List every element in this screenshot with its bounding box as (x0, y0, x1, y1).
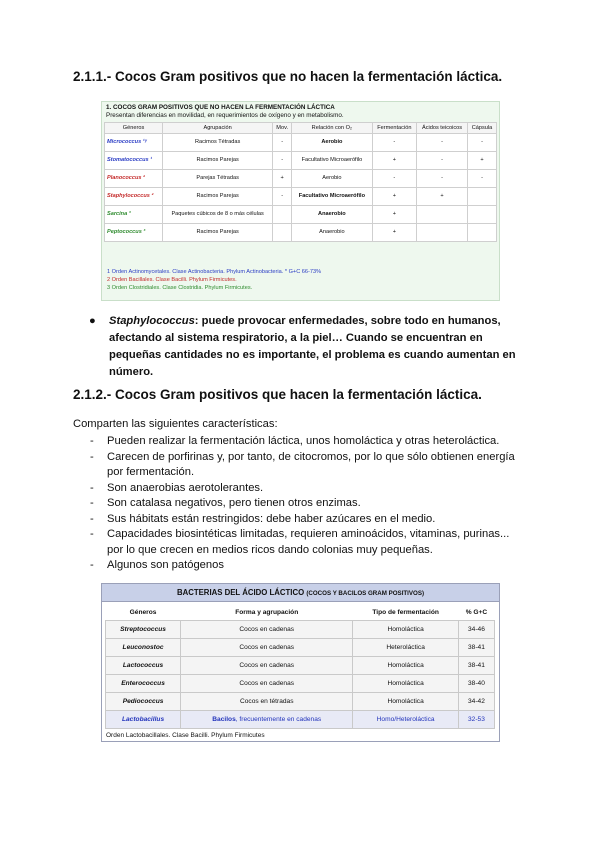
dash-icon: - (90, 481, 94, 494)
column-header: Forma y agrupación (235, 608, 299, 616)
genus-cell: Leuconostoc (106, 639, 181, 657)
teichoic-cell: - (417, 134, 468, 152)
table-row (106, 657, 495, 675)
list-item (90, 558, 520, 574)
table-row (105, 170, 497, 188)
section-heading-lactic: 2.1.2.- Cocos Gram positivos que hacen la fermentación láctica. (73, 387, 482, 402)
table-header-block (102, 102, 499, 120)
fermentation-type-cell: Homoláctica (353, 657, 459, 675)
footnote-line: 1 Orden Actinomycetales. Clase Actinobacteria. Phylum Actinobacteria. * G+C 66-73% (107, 269, 322, 275)
gc-cell: 34-46 (458, 621, 494, 639)
section-heading-no-lactic: 2.1.1.- Cocos Gram positivos que no hacen la fermentación láctica. (73, 69, 503, 84)
list-item (90, 496, 520, 512)
table2-title-main: BACTERIAS DEL ÁCIDO LÁCTICO (176, 588, 305, 597)
teichoic-cell: + (417, 188, 468, 206)
table-grid (104, 122, 497, 242)
list-item-text: Carecen de porfirinas y, por tanto, de citocromos, por lo que sólo obtienen energía por fermentación. (107, 450, 515, 478)
capsule-cell: - (468, 134, 497, 152)
list-item-text: Son catalasa negativos, pero tienen otros enzimas. (107, 497, 361, 509)
gc-cell: 32-53 (458, 711, 494, 729)
list-item (90, 527, 520, 558)
genus-cell: Staphylococcus ² (105, 188, 163, 206)
fermentation-type-cell: Homoláctica (353, 693, 459, 711)
fermentation-cell: + (372, 224, 416, 242)
dash-icon: - (90, 450, 94, 463)
table-row (106, 675, 495, 693)
mobility-cell: - (273, 134, 292, 152)
gc-cell: 38-41 (458, 657, 494, 675)
table-row (106, 711, 495, 729)
fermentation-cell: + (372, 188, 416, 206)
table-row (105, 152, 497, 170)
bullet-staphylococcus (89, 313, 522, 381)
oxygen-cell: Aerobio (292, 134, 373, 152)
table-row (105, 188, 497, 206)
grouping-cell: Racimos Parejas (163, 188, 273, 206)
list-item (90, 434, 520, 450)
shape-bold: Bacilos (212, 716, 236, 723)
column-header: Mov. (273, 123, 292, 134)
mobility-cell (273, 224, 292, 242)
shape-text: Cocos en cadenas (239, 644, 295, 651)
column-header: Agrupación (163, 123, 273, 134)
oxygen-cell: Anaerobio (292, 206, 373, 224)
dash-icon: - (90, 497, 94, 509)
table-row (106, 621, 495, 639)
genus-cell: Planococcus ² (105, 170, 163, 188)
genus-cell: Peptococcus ³ (105, 224, 163, 242)
table-cocci-non-lactic (101, 101, 500, 301)
shape-text: Cocos en cadenas (239, 662, 295, 669)
fermentation-type-cell: Homo/Heteroláctica (353, 711, 459, 729)
grouping-cell: Racimos Parejas (163, 152, 273, 170)
bullet-dot-icon: ● (89, 315, 96, 327)
fermentation-type-cell: Homoláctica (353, 621, 459, 639)
table2-title-sub: (COCOS Y BACILOS GRAM POSITIVOS) (306, 590, 425, 597)
table-row (105, 134, 497, 152)
table2-grid (105, 604, 495, 729)
teichoic-cell: - (417, 152, 468, 170)
column-header: Géneros (105, 123, 163, 134)
list-item (90, 481, 520, 497)
teichoic-cell (417, 224, 468, 242)
column-header: Tipo de fermentación (372, 608, 439, 616)
capsule-cell (468, 188, 497, 206)
list-item-text: Pueden realizar la fermentación láctica, unos homoláctica y otras heteroláctica. (107, 435, 500, 447)
table2-footnote: Orden Lactobacillales. Clase Bacilli. Phylum Firmicutes (106, 732, 265, 739)
table-row (106, 639, 495, 657)
grouping-cell: Paquetes cúbicos de 8 o más células (163, 206, 273, 224)
shape-cell (181, 657, 353, 675)
dash-icon: - (90, 435, 94, 447)
list-item (90, 450, 520, 481)
table-footnotes (107, 268, 321, 292)
genus-cell: Pediococcus (106, 693, 181, 711)
fermentation-type-cell: Homoláctica (353, 675, 459, 693)
fermentation-cell: + (372, 152, 416, 170)
genus-cell: Micrococcus ¹ʸ (105, 134, 163, 152)
grouping-cell: Parejas Tétradas (163, 170, 273, 188)
table-title: 1. COCOS GRAM POSITIVOS QUE NO HACEN LA FERMENTACIÓN LÁCTICA (106, 104, 335, 111)
genus-cell: Streptococcus (106, 621, 181, 639)
column-header: % G+C (465, 608, 488, 616)
table-row (105, 224, 497, 242)
gc-cell: 34-42 (458, 693, 494, 711)
list-item-text: Algunos son patógenos (107, 559, 224, 571)
list-item-text: Sus hábitats están restringidos: debe haber azúcares en el medio. (107, 512, 436, 525)
mobility-cell: - (273, 152, 292, 170)
grouping-cell: Racimos Parejas (163, 224, 273, 242)
table-row (106, 693, 495, 711)
column-header: Relación con O₂ (292, 123, 373, 134)
list-item (90, 512, 520, 528)
oxygen-cell: Facultativo Microaerófilo (292, 152, 373, 170)
list-item-text: Son anaerobias aerotolerantes. (107, 481, 264, 494)
shape-text: , frecuentemente en cadenas (235, 716, 322, 723)
bullet-text: : puede provocar enfermedades, sobre todo en humanos, afectando al sistema respiratorio, a la piel… Cuando se encuentran en pequeñas cantidades no es importante, el problema es cuando aumentan en número. (109, 315, 516, 378)
table2-title (102, 584, 499, 602)
fermentation-cell: - (372, 134, 416, 152)
oxygen-cell: Aerobio (292, 170, 373, 188)
capsule-cell (468, 206, 497, 224)
shape-cell (181, 675, 353, 693)
capsule-cell (468, 224, 497, 242)
table-row (105, 206, 497, 224)
fermentation-cell: + (372, 206, 416, 224)
list-item-text: Capacidades biosintéticas limitadas, requieren aminoácidos, vitaminas, purinas... por lo que crecen en medios ricos dando colonias muy pequeñas. (107, 528, 510, 556)
feature-list (90, 434, 520, 574)
genus-cell: Sarcina ³ (105, 206, 163, 224)
capsule-cell: - (468, 170, 497, 188)
column-header: Cápsula (468, 123, 497, 134)
shape-cell (181, 621, 353, 639)
genus-cell: Lactobacillus (106, 711, 181, 729)
table-subtitle: Presentan diferencias en movilidad, en requerimientos de oxígeno y en metabolismo. (106, 112, 344, 119)
capsule-cell: + (468, 152, 497, 170)
mobility-cell (273, 206, 292, 224)
fermentation-type-cell: Heteroláctica (353, 639, 459, 657)
bullet-genus: Staphylococcus (109, 315, 195, 327)
genus-cell: Stomatococcus ¹ (105, 152, 163, 170)
shape-text: Cocos en cadenas (239, 680, 295, 687)
teichoic-cell (417, 206, 468, 224)
genus-cell: Lactococcus (106, 657, 181, 675)
dash-icon: - (90, 559, 94, 571)
column-header: Ácidos teicoicos (417, 123, 468, 134)
dash-icon: - (90, 512, 94, 525)
intro-text: Comparten las siguientes características: (73, 418, 278, 430)
shape-cell (181, 711, 353, 729)
oxygen-cell: Facultativo Microaerófilo (292, 188, 373, 206)
gc-cell: 38-40 (458, 675, 494, 693)
footnote-line: 2 Orden Bacillales. Clase Bacilli. Phylum Firmicutes. (107, 277, 237, 283)
dash-icon: - (90, 528, 94, 540)
shape-cell (181, 639, 353, 657)
shape-cell (181, 693, 353, 711)
oxygen-cell: Anaerobio (292, 224, 373, 242)
grouping-cell: Racimos Tétradas (163, 134, 273, 152)
mobility-cell: + (273, 170, 292, 188)
fermentation-cell: - (372, 170, 416, 188)
shape-text: Cocos en tétradas (239, 698, 294, 705)
column-header: Géneros (129, 608, 157, 616)
table-lactic-acid-bacteria (101, 583, 500, 742)
shape-text: Cocos en cadenas (239, 626, 295, 633)
teichoic-cell: - (417, 170, 468, 188)
column-header: Fermentación (372, 123, 416, 134)
mobility-cell: - (273, 188, 292, 206)
gc-cell: 38-41 (458, 639, 494, 657)
footnote-line: 3 Orden Clostridiales. Clase Clostridia. Phylum Firmicutes. (107, 285, 253, 291)
genus-cell: Enterococcus (106, 675, 181, 693)
